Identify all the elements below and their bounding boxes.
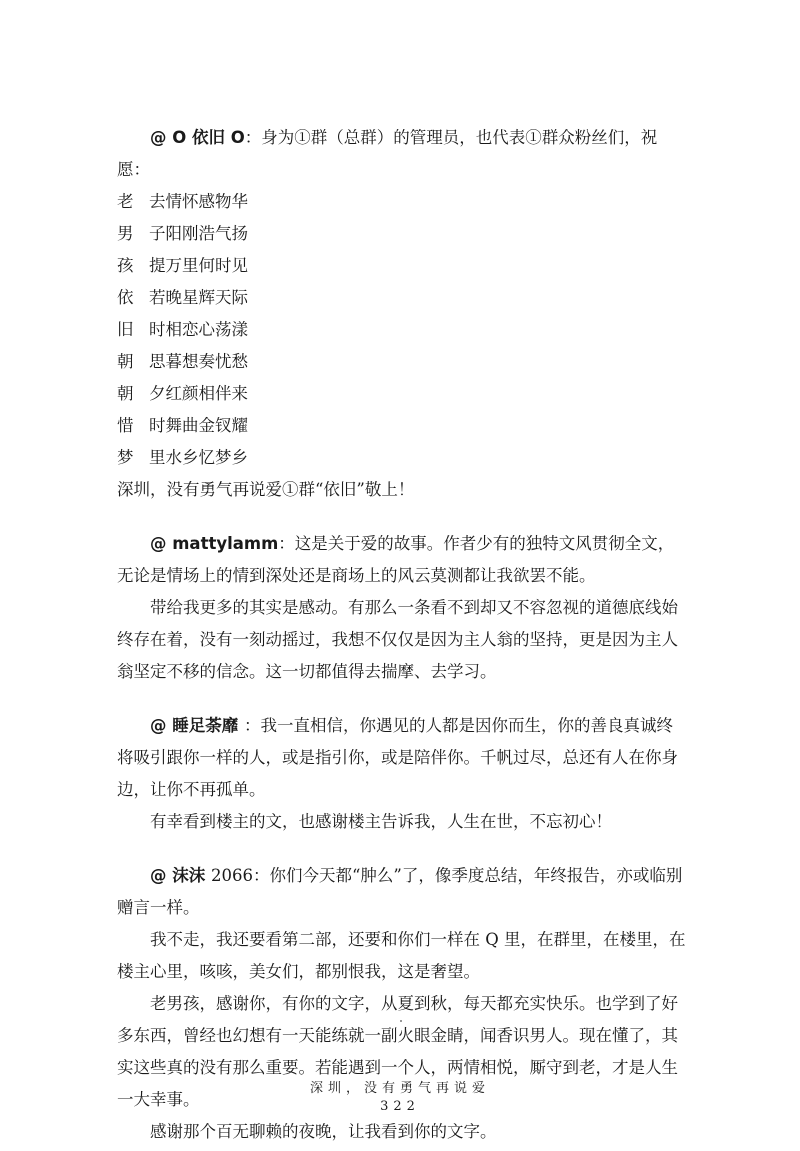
poem-line xyxy=(117,314,687,346)
poem-initial-char: 老 xyxy=(117,192,134,211)
comment-1-closing: 深圳，没有勇气再说爱①群“依旧”敬上！ xyxy=(117,480,415,499)
poem-initial-char: 旧 xyxy=(117,320,134,339)
comment-4-text: ：你们今天都“肿么”了，像季度总结，年终报告，亦或临别赠言一样。 xyxy=(117,866,683,917)
footer-page-number: 322 xyxy=(380,1099,420,1114)
poem-initial-char: 男 xyxy=(117,224,134,243)
poem-initial-char: 依 xyxy=(117,288,134,307)
comment-3-handle: @ 睡足荼靡 xyxy=(150,716,244,735)
comment-4-p4: 感谢那个百无聊赖的夜晚，让我看到你的文字。 xyxy=(150,1122,497,1141)
comment-4-p1 xyxy=(117,860,687,924)
poem-initial-char: 梦 xyxy=(117,448,134,467)
footer-book-title: 深圳，没有勇气再说爱 xyxy=(309,1081,490,1096)
poem-line xyxy=(117,250,687,282)
poem-line xyxy=(117,410,687,442)
poem-line xyxy=(117,442,687,474)
poem-initial-char: 孩 xyxy=(117,256,134,275)
poem-line-text: 思暮想奏忧愁 xyxy=(149,352,248,371)
comment-4-p2: 我不走，我还要看第二部，还要和你们一样在 Q 里，在群里，在楼里，在楼主心里，咳咳，美女们，都别恨我，这是奢望。 xyxy=(117,930,686,981)
poem-line xyxy=(117,282,687,314)
comment-1-text: ：身为①群（总群）的管理员，也代表①群众粉丝们，祝愿： xyxy=(117,128,658,179)
poem-initial-char: 惜 xyxy=(117,416,134,435)
poem-initial-char: 朝 xyxy=(117,384,134,403)
poem-line-text: 提万里何时见 xyxy=(149,256,248,275)
comment-3-text: ：我一直相信，你遇见的人都是因你而生，你的善良真诚终将吸引跟你一样的人，或是指引你，或是陪伴你。千帆过尽，总还有人在你身边，让你不再孤单。 xyxy=(117,716,678,799)
poem-line xyxy=(117,378,687,410)
poem-line-text: 若晚星辉天际 xyxy=(149,288,248,307)
comments-body xyxy=(117,122,687,1148)
comment-3-p1 xyxy=(117,710,687,806)
scan-speck xyxy=(400,1020,402,1022)
comment-1-intro xyxy=(117,122,687,186)
poem-line-text: 夕红颜相伴来 xyxy=(149,384,248,403)
comment-4-handle: @ 沫沫 xyxy=(150,866,211,885)
acrostic-poem xyxy=(117,186,687,474)
comment-2-p1 xyxy=(117,528,687,592)
comment-2-p2: 带给我更多的其实是感动。有那么一条看不到却又不容忽视的道德底线始终存在着，没有一刻动摇过，我想不仅仅是因为主人翁的坚持，更是因为主人翁坚定不移的信念。这一切都值得去揣摩、去学习。 xyxy=(117,598,678,681)
comment-2-handle: @ mattylamm xyxy=(150,534,279,553)
comment-2-text: ：这是关于爱的故事。作者少有的独特文风贯彻全文，无论是情场上的情到深处还是商场上的风云莫测都让我欲罢不能。 xyxy=(117,534,675,585)
poem-line xyxy=(117,218,687,250)
poem-line-text: 里水乡忆梦乡 xyxy=(149,448,248,467)
comment-4-p3: 老男孩，感谢你，有你的文字，从夏到秋，每天都充实快乐。也学到了好多东西，曾经也幻想有一天能练就一副火眼金睛，闻香识男人。现在懂了，其实这些真的没有那么重要。若能遇到一个人，两情相悦，厮守到老，才是人生一大幸事。 xyxy=(117,994,678,1109)
poem-line-text: 时相恋心荡漾 xyxy=(149,320,248,339)
poem-initial-char: 朝 xyxy=(117,352,134,371)
poem-line xyxy=(117,346,687,378)
poem-line-text: 时舞曲金钗耀 xyxy=(149,416,248,435)
poem-line-text: 去情怀感物华 xyxy=(149,192,248,211)
poem-line-text: 子阳刚浩气扬 xyxy=(149,224,248,243)
comment-3-p2: 有幸看到楼主的文，也感谢楼主告诉我，人生在世，不忘初心！ xyxy=(150,812,612,831)
poem-line xyxy=(117,186,687,218)
comment-1-handle: @ O 依旧 O xyxy=(150,128,245,147)
comment-4-handle-number: 2066 xyxy=(211,866,253,885)
